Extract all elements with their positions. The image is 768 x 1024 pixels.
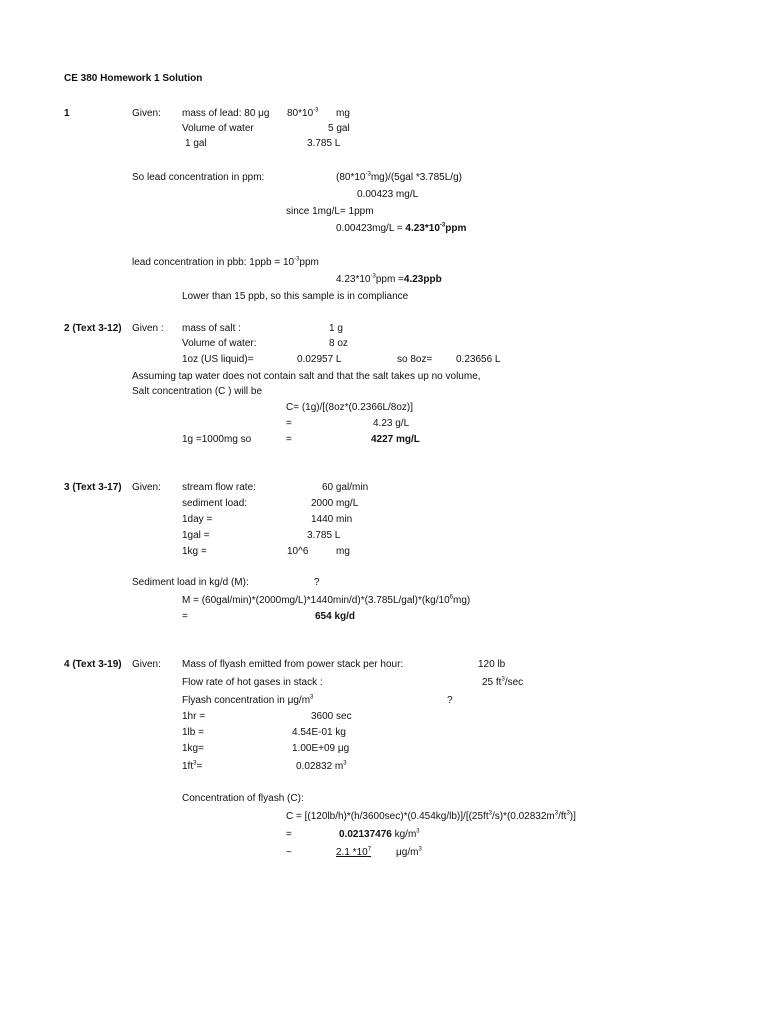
p2-salt-label: mass of salt : xyxy=(182,323,241,334)
p2-c-expression: C= (1g)/[(8oz*(0.2366L/8oz)] xyxy=(286,402,414,413)
p4-lb-value: 4.54E-01 kg xyxy=(292,727,346,738)
problem-4-number: 4 (Text 3-19) xyxy=(64,659,122,670)
p4-concentration-question: ? xyxy=(447,695,453,706)
p3-kg-value: 10^6 xyxy=(287,546,309,557)
page-title: CE 380 Homework 1 Solution xyxy=(64,73,203,84)
p2-8oz-label: so 8oz= xyxy=(397,354,433,365)
p2-8oz-value: 0.23656 L xyxy=(456,354,501,365)
p1-lead-unit: mg xyxy=(336,108,350,119)
p1-lead-label: mass of lead: 80 μg xyxy=(182,108,270,119)
problem-4-given: Given: xyxy=(132,659,161,670)
p3-kg-label: 1kg = xyxy=(182,546,207,557)
p1-ppb-result: $4.23*10^{-3}ppm =4.23ppb$ xyxy=(336,273,442,285)
p2-salt-concentration-label: Salt concentration (C ) will be xyxy=(132,386,263,397)
p1-lead-value: $80*10^{-3}$ xyxy=(287,107,319,119)
p3-flow-value: 60 gal/min xyxy=(322,482,369,493)
p1-gal-label: 1 gal xyxy=(185,138,207,149)
p4-kg-value: 1.00E+09 μg xyxy=(292,743,350,754)
p4-concentration-title: Concentration of flyash (C): xyxy=(182,793,304,804)
p4-lb-label: 1lb = xyxy=(182,727,204,738)
p4-hr-value: 3600 sec xyxy=(311,711,352,722)
p3-load-question: ? xyxy=(314,577,320,588)
p2-oz-value: 0.02957 L xyxy=(297,354,342,365)
problem-1-number: 1 xyxy=(64,108,70,119)
p1-ppm-label: So lead concentration in ppm: xyxy=(132,172,265,183)
problem-2-number: 2 (Text 3-12) xyxy=(64,323,122,334)
p1-water-label: Volume of water xyxy=(182,123,254,134)
p2-equals-2: = xyxy=(286,434,292,445)
p1-gal-value: 3.785 L xyxy=(307,138,341,149)
p2-salt-value: 1 g xyxy=(329,323,343,334)
p4-equals: = xyxy=(286,829,292,840)
p4-hr-label: 1hr = xyxy=(182,711,206,722)
p3-kg-unit: mg xyxy=(336,546,350,557)
p4-approx-unit: $\mu g/m^3$ xyxy=(396,846,422,858)
p3-m-value: 654 kg/d xyxy=(315,611,356,622)
p3-day-label: 1day = xyxy=(182,514,213,525)
p4-flyash-label: Mass of flyash emitted from power stack per hour: xyxy=(182,659,404,670)
p1-since: since 1mg/L= 1ppm xyxy=(286,206,374,217)
problem-2-given: Given : xyxy=(132,323,164,334)
p3-sediment-label: sediment load: xyxy=(182,498,248,509)
p4-kg-label: 1kg= xyxy=(182,743,204,754)
p1-ppm-value: 0.00423 mg/L xyxy=(357,189,419,200)
p2-g-label: 1g =1000mg so xyxy=(182,434,252,445)
p3-gal-label: 1gal = xyxy=(182,530,210,541)
p2-water-label: Volume of water: xyxy=(182,338,257,349)
p2-water-value: 8 oz xyxy=(329,338,348,349)
problem-1-given: Given: xyxy=(132,108,161,119)
p1-compliance: Lower than 15 ppb, so this sample is in compliance xyxy=(182,291,409,302)
p3-gal-value: 3.785 L xyxy=(307,530,341,541)
p1-water-value: 5 gal xyxy=(328,123,350,134)
p3-sediment-value: 2000 mg/L xyxy=(311,498,359,509)
p4-ft3-label: $1ft^3=$ xyxy=(182,760,203,772)
p2-oz-label: 1oz (US liquid)= xyxy=(182,354,254,365)
p1-ppm-expression: $(80*10^{-3}mg)/(5gal$ *3.785L/g) xyxy=(336,171,462,183)
p1-ppm-result: $0.00423mg/L = 4.23*10^{-3}ppm$ xyxy=(336,222,467,234)
p4-ft3-value: 0.02832 $m^3$ xyxy=(296,760,347,772)
p3-equals: = xyxy=(182,611,188,622)
p4-gas-label: Flow rate of hot gases in stack : xyxy=(182,677,323,688)
p1-ppb-label: lead concentration in pbb: $1ppb = 10^{-3}ppm$ xyxy=(132,256,319,268)
p2-c-value-mgl: 4227 mg/L xyxy=(371,434,420,445)
p4-approx-value: 2.1 $*10^7$ xyxy=(336,846,372,858)
p2-c-value-gl: 4.23 g/L xyxy=(373,418,410,429)
problem-3-given: Given: xyxy=(132,482,161,493)
p4-c-value: 0.02137476 $kg/m^3$ xyxy=(339,828,420,840)
p4-flyash-value: 120 lb xyxy=(478,659,506,670)
p2-assumption: Assuming tap water does not contain salt and that the salt takes up no volume, xyxy=(132,371,481,382)
p3-day-value: 1440 min xyxy=(311,514,353,525)
p3-flow-label: stream flow rate: xyxy=(182,482,256,493)
p4-concentration-label: Flyash concentration in $\mu g/m^3$ xyxy=(182,694,314,706)
p4-approx: ~ xyxy=(286,847,292,858)
p2-equals-1: = xyxy=(286,418,292,429)
p3-load-label: Sediment load in kg/d (M): xyxy=(132,577,249,588)
p4-gas-value: 25 $ft^3/\sec$ xyxy=(482,676,524,688)
problem-3-number: 3 (Text 3-17) xyxy=(64,482,122,493)
p4-c-expression: $C = [(120lb/h)*(h/3600\sec)*(0.454kg/lb)]/[(25ft^3/s)*(0.02832m^3/ft^3)]$ xyxy=(286,810,576,822)
p3-m-expression: $M = (60gal/\min)*(2000mg/L)*1440\min/d)*(3.785L/gal)*(kg/10^6mg)$ xyxy=(182,594,471,606)
